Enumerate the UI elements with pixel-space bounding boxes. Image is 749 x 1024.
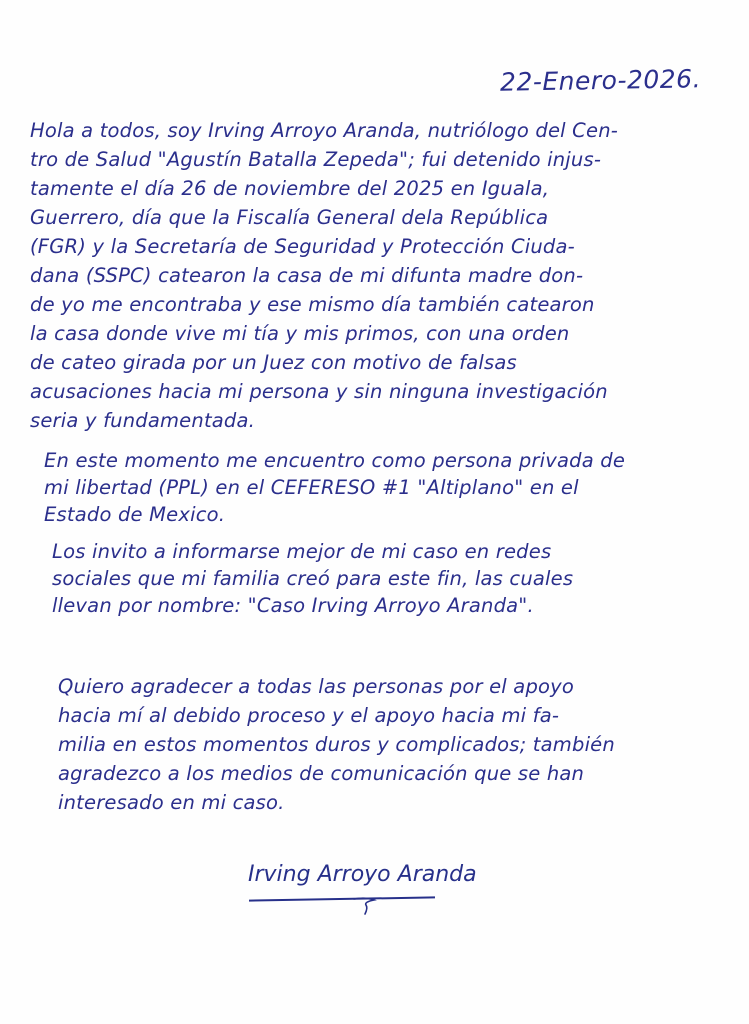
text-line: Estado de Mexico.	[44, 503, 226, 526]
text-line: milia en estos momentos duros y complicados; también	[58, 733, 615, 756]
text-line: hacia mí al debido proceso y el apoyo hacia mi fa-	[58, 704, 560, 727]
text-line: mi libertad (PPL) en el CEFERESO #1 "Altiplano" en el	[44, 476, 579, 499]
text-line: la casa donde vive mi tía y mis primos, con una orden	[30, 322, 570, 345]
text-line: interesado en mi caso.	[58, 791, 285, 814]
signature: Irving Arroyo Aranda	[248, 862, 477, 887]
text-line: Hola a todos, soy Irving Arroyo Aranda, nutriólogo del Cen-	[30, 119, 618, 142]
text-line: (FGR) y la Secretaría de Seguridad y Protección Ciuda-	[30, 235, 575, 258]
text-line: de cateo girada por un Juez con motivo de falsas	[30, 351, 517, 374]
paragraph-current-status	[44, 447, 625, 528]
text-line: dana (SSPC) catearon la casa de mi difunta madre don-	[30, 264, 584, 287]
letter-date: 22-Enero-2026.	[499, 64, 702, 97]
text-line: acusaciones hacia mi persona y sin ninguna investigación	[30, 380, 608, 403]
paragraph-social-media	[52, 538, 573, 619]
signature-underline	[249, 896, 435, 901]
text-line: tro de Salud "Agustín Batalla Zepeda"; fui detenido injus-	[30, 148, 602, 171]
text-line: tamente el día 26 de noviembre del 2025 en Iguala,	[30, 177, 550, 200]
signature-flourish-icon	[352, 896, 382, 920]
text-line: llevan por nombre: "Caso Irving Arroyo Aranda".	[52, 594, 534, 617]
text-line: sociales que mi familia creó para este fin, las cuales	[52, 567, 574, 590]
paragraph-introduction	[30, 116, 618, 435]
text-line: Quiero agradecer a todas las personas por el apoyo	[58, 675, 575, 698]
paragraph-thanks	[58, 672, 615, 817]
text-line: de yo me encontraba y ese mismo día también catearon	[30, 293, 595, 316]
text-line: Los invito a informarse mejor de mi caso en redes	[52, 540, 552, 563]
text-line: agradezco a los medios de comunicación que se han	[58, 762, 585, 785]
text-line: Guerrero, día que la Fiscalía General dela República	[30, 206, 549, 229]
text-line: En este momento me encuentro como persona privada de	[44, 449, 626, 472]
text-line: seria y fundamentada.	[30, 409, 256, 432]
